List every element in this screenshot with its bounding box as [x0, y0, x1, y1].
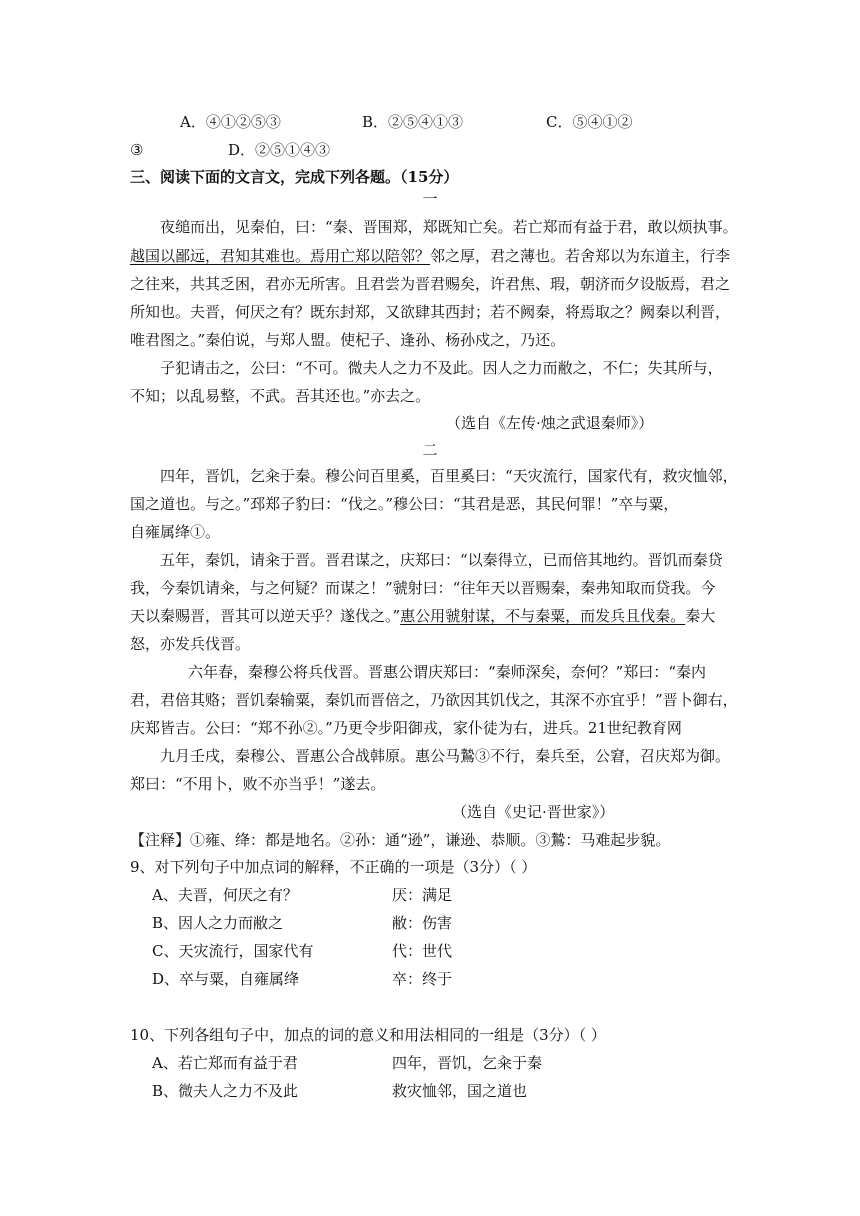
q10-option-a-right: 四年，晋饥，乞籴于秦	[392, 1054, 543, 1072]
q10-option-b-right: 救灾恤邻，国之道也	[392, 1082, 528, 1100]
q9-gloss-c: 代：世代	[392, 942, 453, 960]
underlined-sentence-2: 惠公用虢射谋，不与秦粟，而发兵且伐秦。	[400, 607, 686, 625]
passage2-p1-line2: 国之道也。与之。”邳郑子豹曰：“伐之。”穆公曰：“其君是恶，其民何罪！”卒与粟，	[130, 495, 679, 513]
q9-gloss-d: 卒：终于	[392, 970, 453, 988]
passage2-p1-line3: 自雍属绛①。	[130, 523, 221, 541]
passage1-line1: 夜缒而出，见秦伯，曰：“秦、晋围郑，郑既知亡矣。若亡郑而有益于君，敢以烦执事。	[160, 218, 738, 236]
section-heading: 三、阅读下面的文言文，完成下列各题。（15分）	[130, 168, 459, 186]
q9-option-d: D、卒与粟，自雍属绛	[152, 970, 300, 988]
question-10-stem: 10、下列各组句子中，加点的词的意义和用法相同的一组是（3分）（ ）	[130, 1026, 606, 1044]
passage2-p2-line1: 五年，秦饥，请籴于晋。晋君谋之，庆郑曰：“以秦得立，已而倍其地约。晋饥而秦贷	[160, 551, 723, 569]
passage2-p4-line1: 九月壬戌，秦穆公、晋惠公合战韩原。惠公马鷙③不行，秦兵至，公窘，召庆郑为御。	[160, 747, 731, 765]
underlined-sentence-1: 越国以鄙远，君知其难也。焉用亡郑以陪邻？	[130, 247, 431, 265]
question-9-stem: 9、对下列句子中加点词的解释，不正确的一项是（3分）（ ）	[130, 858, 537, 876]
passage2-p4-line2: 郑曰：“不用卜，败不亦当乎！”遂去。	[130, 775, 386, 793]
passage2-p3-line1: 六年春，秦穆公将兵伐晋。晋惠公谓庆郑曰：“秦师深矣，奈何？”郑曰：“秦内	[188, 663, 707, 681]
option-c-wrap: ③	[130, 141, 144, 159]
passage1-p2-line1: 子犯请击之，公曰：“不可。微夫人之力不及此。因人之力而敝之，不仁；失其所与，	[160, 359, 723, 377]
q9-option-a: A、夫晋，何厌之有？	[152, 886, 298, 904]
option-c: C．⑤④①②	[546, 113, 633, 131]
q10-option-a-left: A、若亡郑而有益于君	[152, 1054, 298, 1072]
passage1-p2-line2: 不知；以乱易整，不武。吾其还也。”亦去之。	[130, 387, 431, 405]
passage2-p3-line3: 庆郑皆吉。公曰：“郑不孙②。”乃更令步阳御戎，家仆徒为右，进兵。21世纪教育网	[130, 719, 682, 737]
source-citation-1: （选自《左传·烛之武退秦师》）	[446, 414, 654, 432]
annotation-notes: 【注释】①雍、绛：都是地名。②孙：通“逊”，谦逊、恭顺。③鷙：马难起步貌。	[130, 831, 671, 849]
passage1-line2: 越国以鄙远，君知其难也。焉用亡郑以陪邻？邻之厚，君之薄也。若舍郑以为东道主，行李	[130, 247, 731, 265]
q9-option-b: B、因人之力而敝之	[152, 914, 284, 932]
passage2-p2-line2: 我，今秦饥请籴，与之何疑？而谋之！”虢射曰：“往年天以晋赐秦，秦弗知取而贷我。今	[130, 579, 716, 597]
source-citation-2: （选自《史记·晋世家》）	[452, 803, 615, 821]
option-d: D．②⑤①④③	[228, 141, 331, 159]
part-two-mark: 二	[422, 441, 438, 459]
passage1-line4: 所知也。夫晋，何厌之有？既东封郑，又欲肆其西封；若不阙秦，将焉取之？阙秦以利晋，	[130, 303, 731, 321]
q10-option-b-left: B、微夫人之力不及此	[152, 1082, 299, 1100]
q9-gloss-b: 敝：伤害	[392, 914, 453, 932]
part-one-mark: 一	[422, 190, 438, 208]
passage2-p2-line3: 天以秦赐晋，晋其可以逆天乎？遂伐之。”惠公用虢射谋，不与秦粟，而发兵且伐秦。秦大	[130, 607, 716, 625]
option-a: A．④①②⑤③	[180, 113, 281, 131]
passage2-p2-line4: 怒，亦发兵伐晋。	[130, 635, 251, 653]
q9-gloss-a: 厌：满足	[392, 886, 453, 904]
passage1-line3: 之往来，共其乏困，君亦无所害。且君尝为晋君赐矣，许君焦、瑕，朝济而夕设版焉，君之	[130, 275, 731, 293]
q9-option-c: C、天灾流行，国家代有	[152, 942, 314, 960]
option-b: B．②⑤④①③	[362, 113, 464, 131]
passage2-p1-line1: 四年，晋饥，乞籴于秦。穆公问百里奚，百里奚曰：“天灾流行，国家代有，救灾恤邻，	[160, 467, 738, 485]
passage2-p3-line2: 君，君倍其赂；晋饥秦输粟，秦饥而晋倍之，乃欲因其饥伐之，其深不亦宜乎！”晋卜御右，	[130, 691, 738, 709]
passage1-line5: 唯君图之。”秦伯说，与郑人盟。使杞子、逢孙、杨孙戍之，乃还。	[130, 331, 566, 349]
